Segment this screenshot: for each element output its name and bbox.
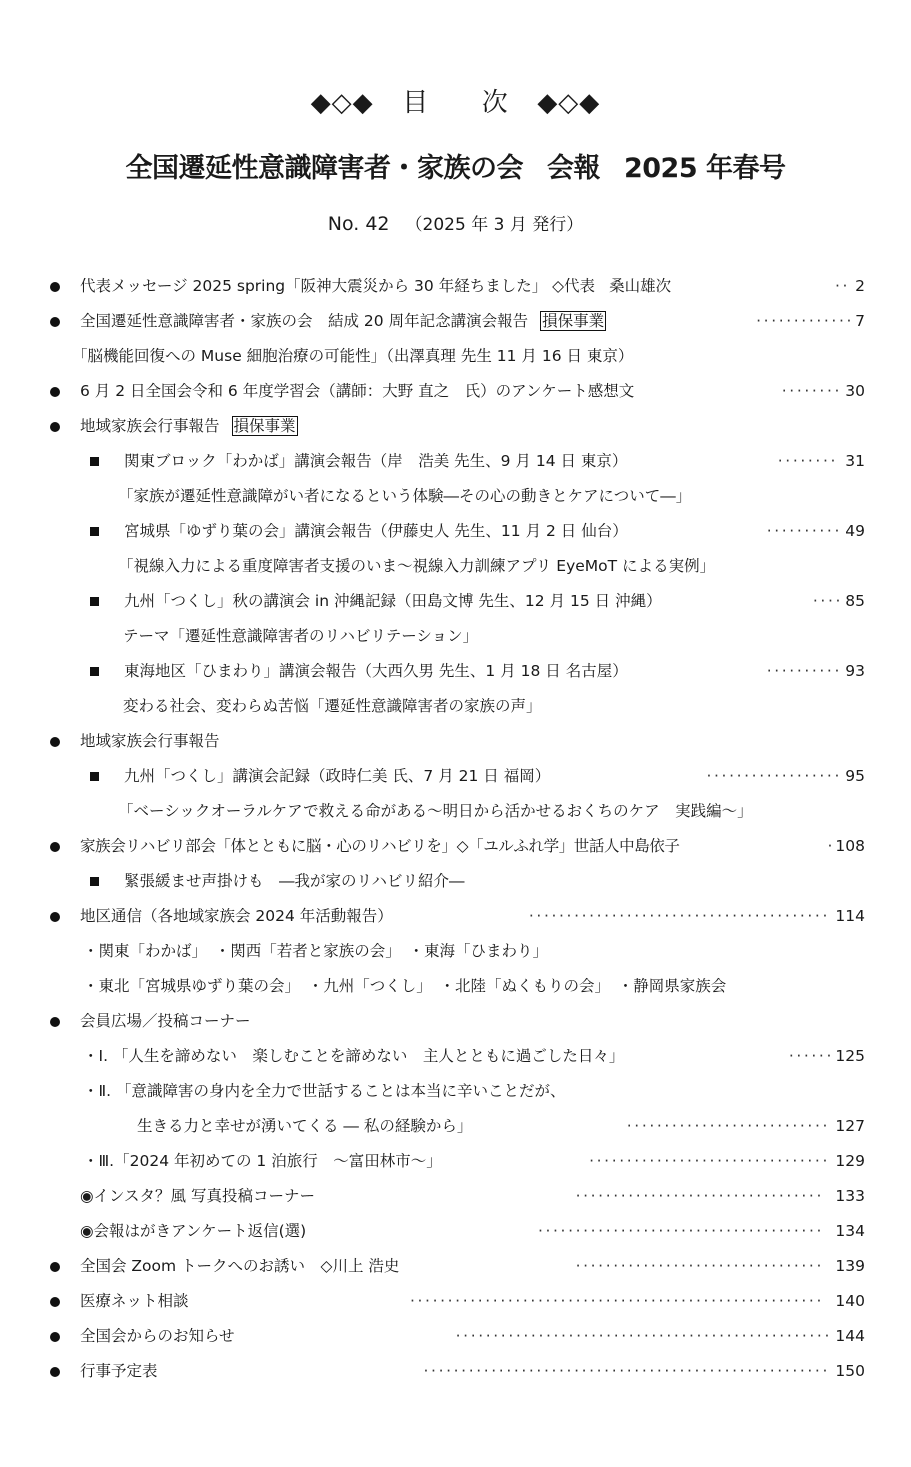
sonpo-badge: 損保事業: [542, 312, 605, 330]
toc-heading-char-2: 次: [481, 88, 509, 118]
toc-entry[interactable]: [0, 273, 911, 299]
toc-subentry-subtitle-text: 「家族が遷延性意識障がい者になるという体験―その心の動きとケアについて―」: [118, 487, 692, 505]
bullet-square-icon: [90, 772, 99, 781]
page-number: 127: [835, 1117, 865, 1135]
toc-subentry[interactable]: [0, 658, 911, 684]
toc-subentry-subtitle: [0, 553, 911, 579]
page-number: 30: [845, 382, 865, 400]
toc-entry-title: 行事予定表: [80, 1362, 158, 1380]
toc-section[interactable]: [0, 728, 911, 754]
toc-subentry-subtitle-text: テーマ「遷延性意識障害者のリハビリテーション」: [123, 627, 479, 645]
page-number: 144: [835, 1327, 865, 1345]
title-org: 全国遷延性意識障害者・家族の会: [125, 153, 523, 184]
toc-subentry[interactable]: [0, 763, 911, 789]
sonpo-badge: 損保事業: [233, 417, 296, 435]
toc-entry[interactable]: [0, 378, 911, 404]
toc-heading-char-1: 目: [402, 88, 430, 118]
toc-subentry-title: 緊張緩ませ声掛けも ―我が家のリハビリ紹介―: [124, 872, 465, 890]
page-number: 31: [845, 452, 865, 470]
page-number: 140: [835, 1292, 865, 1310]
diamond-decor-left: ◆◇◆: [310, 88, 374, 118]
leader-dots: ········································: [528, 907, 830, 925]
bullet-circle-icon: [50, 1367, 60, 1377]
bullet-square-icon: [90, 877, 99, 886]
issue-number: No. 42: [327, 213, 390, 235]
toc-subentry[interactable]: [0, 588, 911, 614]
issue-date: （2025 年 3 月 発行）: [405, 215, 584, 235]
leader-dots: ·································: [575, 1187, 824, 1205]
toc-entry-title: 全国遷延性意識障害者・家族の会 結成 20 周年記念講演会報告: [80, 312, 529, 330]
toc-post-entry[interactable]: [0, 1043, 911, 1069]
page-number: 108: [835, 837, 865, 855]
diamond-decor-right: ◆◇◆: [537, 88, 601, 118]
toc-subentry-title: 東海地区「ひまわり」講演会報告（大西久男 先生、1 月 18 日 名古屋）: [124, 662, 628, 680]
bullet-circle-icon: [50, 737, 60, 747]
toc-subentry-title: 関東ブロック「わかば」講演会報告（岸 浩美 先生、9 月 14 日 東京）: [124, 452, 628, 470]
leader-dots: ·: [827, 837, 835, 855]
toc-subentry-subtitle: [0, 798, 911, 824]
toc-entry[interactable]: [0, 1323, 911, 1349]
toc-subentry-subtitle: [0, 693, 911, 719]
title-issue: 2025 年春号: [623, 153, 786, 184]
bullet-circle-icon: [50, 1017, 60, 1027]
leader-dots: ································: [589, 1152, 830, 1170]
page-number: 2: [855, 277, 865, 295]
toc-post-entry-continued[interactable]: [0, 1113, 911, 1139]
bullet-square-icon: [90, 527, 99, 536]
toc-subentry[interactable]: [0, 868, 911, 894]
toc-entry-author: 桑山雄次: [609, 277, 672, 295]
page-number: 139: [835, 1257, 865, 1275]
page-number: 114: [835, 907, 865, 925]
toc-post-title: 生きる力と幸せが湧いてくる ― 私の経験から」: [137, 1117, 473, 1135]
toc-entry-subtitle-text: 「脳機能回復への Muse 細胞治療の可能性」（出澤真理 先生 11 月 16 日 東京）: [72, 347, 634, 365]
toc-entry[interactable]: [0, 903, 911, 929]
leader-dots: ··········: [766, 662, 842, 680]
page-number: 129: [835, 1152, 865, 1170]
bullet-circle-icon: [50, 282, 60, 292]
bullet-circle-icon: [50, 842, 60, 852]
page-number: 95: [845, 767, 865, 785]
toc-entry-title: 全国会からのお知らせ: [80, 1327, 235, 1345]
toc-entry-title: 全国会 Zoom トークへのお誘い ◇川上 浩史: [80, 1257, 400, 1275]
toc-section[interactable]: [0, 1008, 911, 1034]
toc-entry-title: 家族会リハビリ部会「体とともに脳・心のリハビリを」◇「ユルふれ学」世話人中島依子: [80, 837, 680, 855]
title-kaiho: 会報: [546, 153, 600, 184]
leader-dots: ···························: [626, 1117, 830, 1135]
leader-dots: ······: [788, 1047, 834, 1065]
toc-post-title: ・Ⅱ. 「意識障害の身内を全力で世話することは本当に辛いことだが、: [83, 1082, 566, 1100]
leader-dots: ········: [781, 382, 842, 400]
region-list-text: ・東北「宮城県ゆずり葉の会」 ・九州「つくし」 ・北陸「ぬくもりの会」 ・静岡県家族会: [83, 977, 727, 995]
bullet-circle-icon: [50, 1262, 60, 1272]
leader-dots: ··········: [766, 522, 842, 540]
toc-subentry-title: 九州「つくし」講演会記録（政時仁美 氏、7 月 21 日 福岡）: [124, 767, 551, 785]
leader-dots: ·············: [756, 312, 854, 330]
toc-subentry-subtitle-text: 「視線入力による重度障害者支援のいま～視線入力訓練アプリ EyeMoT による実例」: [118, 557, 716, 575]
leader-dots: ··················································: [455, 1327, 832, 1345]
toc-subentry-subtitle-text: 「ベーシックオーラルケアで救える命がある～明日から活かせるおくちのケア 実践編～」: [118, 802, 753, 820]
newsletter-title: [0, 146, 911, 185]
leader-dots: ·································: [575, 1257, 824, 1275]
toc-heading: [0, 82, 911, 119]
toc-entry-title: 6 月 2 日全国会令和 6 年度学習会（講師：大野 直之 氏）のアンケート感想文: [80, 382, 635, 400]
toc-section-title: 会員広場／投稿コーナー: [80, 1012, 251, 1030]
page-number: 134: [835, 1222, 865, 1240]
toc-entry[interactable]: [0, 833, 911, 859]
bullet-circle-icon: [50, 1297, 60, 1307]
toc-post-entry[interactable]: [0, 1078, 911, 1104]
page-number: 133: [835, 1187, 865, 1205]
toc-subentry[interactable]: [0, 448, 911, 474]
toc-section-title: 地域家族会行事報告: [80, 417, 220, 435]
issue-info: [0, 210, 911, 235]
bullet-square-icon: [90, 597, 99, 606]
leader-dots: ·······················································: [410, 1292, 824, 1310]
toc-section[interactable]: [0, 413, 911, 439]
bullet-circle-icon: [50, 912, 60, 922]
leader-dots: ··················: [706, 767, 842, 785]
bullet-circle-icon: [50, 1332, 60, 1342]
bullet-circle-icon: [50, 422, 60, 432]
bullet-circle-icon: [50, 387, 60, 397]
page-number: 93: [845, 662, 865, 680]
toc-subentry-subtitle: [0, 623, 911, 649]
leader-dots: ······································: [537, 1222, 824, 1240]
page-number: 85: [845, 592, 865, 610]
toc-entry[interactable]: [0, 1288, 911, 1314]
page-number: 7: [855, 312, 865, 330]
leader-dots: ··: [834, 277, 850, 295]
leader-dots: ····: [812, 592, 843, 610]
toc-subentry-subtitle: [0, 483, 911, 509]
toc-post-entry[interactable]: [0, 1148, 911, 1174]
toc-entry-title: 医療ネット相談: [80, 1292, 189, 1310]
leader-dots: ······················································: [423, 1362, 830, 1380]
bullet-circle-icon: [50, 317, 60, 327]
toc-entry[interactable]: [0, 1358, 911, 1384]
toc-post-title: ・Ⅰ. 「人生を諦めない 楽しむことを諦めない 主人とともに過ごした日々」: [83, 1047, 625, 1065]
toc-post-entry[interactable]: [0, 1183, 911, 1209]
toc-subentry-title: 九州「つくし」秋の講演会 in 沖縄記録（田島文博 先生、12 月 15 日 沖縄）: [124, 592, 662, 610]
toc-post-title: ◉インスタ？風 写真投稿コーナー: [80, 1187, 315, 1205]
toc-entry[interactable]: [0, 1253, 911, 1279]
toc-entry-subtitle: [0, 343, 911, 369]
toc-post-entry[interactable]: [0, 1218, 911, 1244]
toc-entry-title: 地区通信（各地域家族会 2024 年活動報告）: [80, 907, 393, 925]
toc-subentry-subtitle-text: 変わる社会、変わらぬ苦悩「遷延性意識障害者の家族の声」: [123, 697, 542, 715]
region-list-text: ・関東「わかば」 ・関西「若者と家族の会」 ・東海「ひまわり」: [83, 942, 549, 960]
toc-entry-title: 代表メッセージ 2025 spring「阪神大震災から 30 年経ちました」 ◇代表: [80, 277, 596, 295]
leader-dots: ········: [777, 452, 838, 470]
toc-subentry-title: 宮城県「ゆずり葉の会」講演会報告（伊藤史人 先生、11 月 2 日 仙台）: [124, 522, 628, 540]
toc-entry[interactable]: [0, 308, 911, 334]
region-list-line: [0, 973, 911, 999]
page-number: 125: [835, 1047, 865, 1065]
page-number: 150: [835, 1362, 865, 1380]
bullet-square-icon: [90, 667, 99, 676]
toc-subentry[interactable]: [0, 518, 911, 544]
bullet-square-icon: [90, 457, 99, 466]
toc-post-title: ・Ⅲ.「2024 年初めての 1 泊旅行 ～富田林市～」: [83, 1152, 442, 1170]
region-list-line: [0, 938, 911, 964]
page-number: 49: [845, 522, 865, 540]
toc-post-title: ◉会報はがきアンケート返信(選): [80, 1222, 307, 1240]
toc-section-title: 地域家族会行事報告: [80, 732, 220, 750]
